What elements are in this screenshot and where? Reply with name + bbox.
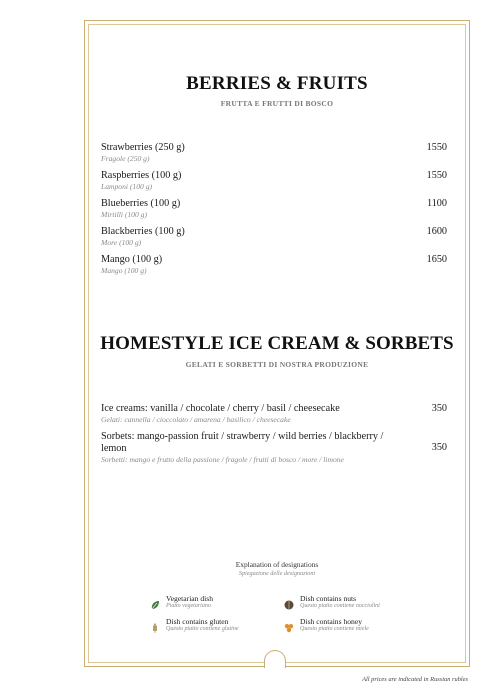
nut-icon xyxy=(284,595,294,605)
item-name: Blackberries (100 g) xyxy=(101,226,185,237)
honey-icon xyxy=(284,618,294,628)
item-price: 1550 xyxy=(426,170,447,181)
menu-item xyxy=(101,198,447,220)
wheat-icon xyxy=(150,618,160,628)
section-subtitle-ice-cream: GELATI E SORBETTI DI NOSTRA PRODUZIONE xyxy=(185,360,369,369)
item-price: 350 xyxy=(431,442,447,453)
item-name: Strawberries (250 g) xyxy=(101,142,185,153)
legend-translation: Questo piatto contiene miele xyxy=(300,626,369,632)
legend-title: Explanation of designations xyxy=(235,560,319,569)
item-name: Sorbets: mango-passion fruit / strawberry / wild berries / blackberry / lemon xyxy=(101,431,384,454)
item-translation: Mirtilli (100 g) xyxy=(101,210,147,219)
item-price: 1600 xyxy=(426,226,447,237)
item-name: Raspberries (100 g) xyxy=(101,170,182,181)
item-name: Ice creams: vanilla / chocolate / cherry / basil / cheesecake xyxy=(101,403,340,414)
legend-translation: Piatto vegetariano xyxy=(166,603,211,609)
item-translation: Gelati: cannella / cioccolato / amarena / basilico / cheesecake xyxy=(101,415,291,424)
price-footnote: All prices are indicated in Russian rubles xyxy=(362,676,468,683)
section-title-berries: BERRIES & FRUITS xyxy=(186,73,368,94)
item-translation: More (100 g) xyxy=(101,238,142,247)
item-translation: Mango (100 g) xyxy=(101,266,147,275)
item-name: Blueberries (100 g) xyxy=(101,198,181,209)
item-translation: Lamponi (100 g) xyxy=(101,182,153,191)
item-price: 1650 xyxy=(426,254,447,265)
leaf-icon xyxy=(150,595,160,605)
menu-item xyxy=(101,170,447,192)
legend-label: Dish contains honey xyxy=(300,617,363,626)
item-price: 350 xyxy=(431,403,447,414)
legend-translation: Questo piatto contiene nocciolini xyxy=(300,603,380,609)
legend-label: Vegetarian dish xyxy=(166,594,214,603)
menu-item xyxy=(101,403,447,425)
section-title-ice-cream: HOMESTYLE ICE CREAM & SORBETS xyxy=(100,333,454,354)
item-translation: Sorbetti: mango e frutto della passione / fragole / frutti di bosco / more / limone xyxy=(101,455,344,464)
legend-translation: Questo piatto contiene glutine xyxy=(166,626,239,632)
section-subtitle-berries: FRUTTA E FRUTTI DI BOSCO xyxy=(220,99,334,108)
item-translation: Fragole (250 g) xyxy=(101,154,150,163)
item-price: 1550 xyxy=(426,142,447,153)
legend-label: Dish contains nuts xyxy=(300,594,357,603)
item-price: 1100 xyxy=(427,198,447,209)
legend-label: Dish contains gluten xyxy=(166,617,229,626)
menu-item xyxy=(101,254,447,276)
menu-item xyxy=(101,431,447,465)
frame-notch xyxy=(264,650,286,668)
legend-subtitle: Spiegazione delle designazioni xyxy=(238,570,316,577)
menu-item xyxy=(101,226,447,248)
menu-item xyxy=(101,142,447,164)
item-name: Mango (100 g) xyxy=(101,254,163,265)
